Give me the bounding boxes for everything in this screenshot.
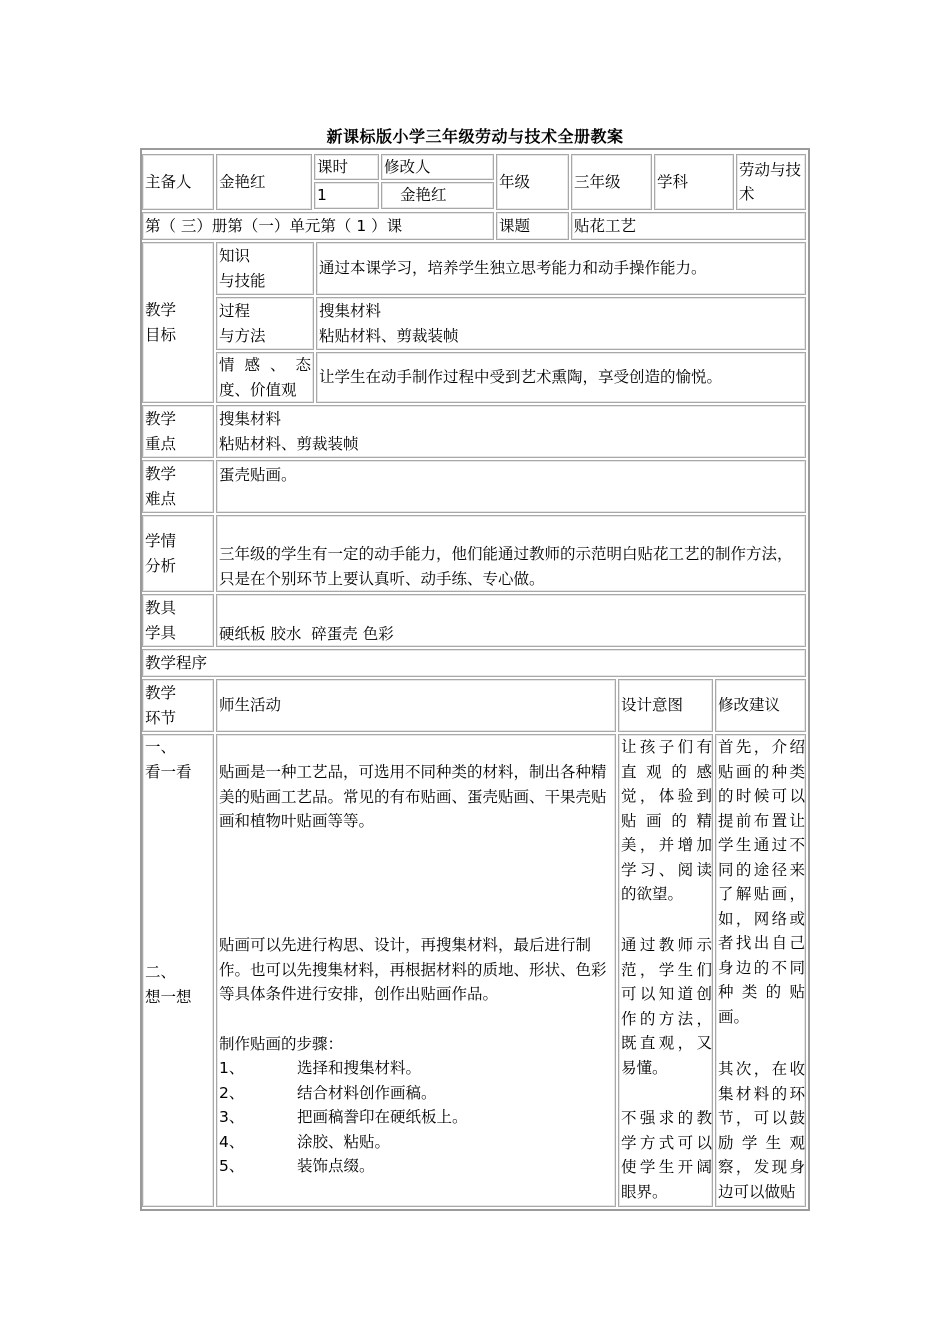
analysis-text: 三年级的学生有一定的动手能力，他们能通过教师的示范明白贴花工艺的制作方法，只是在个别环节上要认真听、动手练、专心做。 [216, 515, 806, 592]
step-text: 装饰点缀。 [297, 1157, 375, 1175]
key-points-label: 教学 重点 [142, 405, 214, 458]
advice-column [715, 734, 806, 1207]
activity-column [216, 734, 616, 1207]
stage-column [142, 734, 214, 1207]
preparer-value: 金艳红 [216, 154, 312, 210]
stage-2-label: 二、 想一想 [145, 963, 192, 1006]
intent-3-text: 不强求的教学方式可以使学生开阔眼界。 [621, 1109, 712, 1201]
subject-label: 学科 [654, 154, 734, 210]
advice-2-text: 其次，在收集材料的环节，可以鼓励学生观察，发现身边可以做贴 [718, 1060, 805, 1201]
step-number: 5、 [219, 1157, 245, 1175]
intent-column [618, 734, 713, 1207]
procedure-label: 教学程序 [142, 649, 806, 677]
grade-label: 年级 [496, 154, 569, 210]
activity-2-text: 贴画可以先进行构思、设计，再搜集材料，最后进行制作。也可以先搜集材料，再根据材料的质地、形状、色彩等具体条件进行安排，创作出贴画作品。 [219, 936, 607, 1003]
emotion-values-label: 情 感 、 态度、价值观 [216, 352, 314, 403]
step-item [219, 1081, 615, 1106]
col-advice-header: 修改建议 [715, 679, 806, 732]
difficulty-label: 教学 难点 [142, 460, 214, 513]
knowledge-skills-label: 知识 与技能 [216, 242, 314, 295]
tools-label: 教具 学具 [142, 594, 214, 647]
topic-label: 课题 [496, 212, 569, 240]
step-item [219, 1130, 615, 1155]
hours-label: 课时 [314, 154, 379, 180]
emotion-values-text: 让学生在动手制作过程中受到艺术熏陶，享受创造的愉悦。 [316, 352, 806, 403]
volume-unit-lesson: 第（ 三）册第（一）单元第（ 1 ）课 [142, 212, 494, 240]
step-number: 3、 [219, 1108, 245, 1126]
preparer-label: 主备人 [142, 154, 214, 210]
tools-text: 硬纸板 胶水 碎蛋壳 色彩 [216, 594, 806, 647]
step-text: 结合材料创作画稿。 [297, 1083, 437, 1102]
grade-value: 三年级 [571, 154, 652, 210]
step-number: 2、 [219, 1083, 245, 1102]
col-intent-header: 设计意图 [618, 679, 713, 732]
step-number: 4、 [219, 1132, 245, 1151]
advice-1-text: 首先，介绍贴画的种类的时候可以提前布置让学生通过不同的途径来了解贴画，如，网络或者找出自己身边的不同种类的贴画。 [718, 738, 805, 1026]
steps-title: 制作贴画的步骤： [219, 1035, 344, 1053]
reviser-label: 修改人 [381, 154, 494, 180]
document-title: 新课标版小学三年级劳动与技术全册教案 [326, 127, 624, 146]
step-text: 选择和搜集材料。 [297, 1059, 422, 1077]
hours-value: 1 [314, 182, 379, 209]
objectives-label: 教学 目标 [142, 242, 214, 403]
activity-1-text: 贴画是一种工艺品，可选用不同种类的材料，制出各种精美的贴画工艺品。常见的有布贴画、蛋壳贴画、干果壳贴画和植物叶贴画等等。 [219, 763, 607, 830]
intent-2-text: 通过教师示范，学生们可以知道创作的方法，既直观，又易懂。 [621, 936, 712, 1077]
lesson-plan-table [140, 148, 810, 1211]
process-methods-label: 过程 与方法 [216, 297, 314, 350]
process-methods-text: 搜集材料 粘贴材料、剪裁装帧 [316, 297, 806, 350]
col-stage-header: 教学 环节 [142, 679, 214, 732]
step-text: 涂胶、粘贴。 [297, 1132, 391, 1151]
topic-value: 贴花工艺 [571, 212, 806, 240]
step-item [219, 1105, 615, 1130]
knowledge-skills-text: 通过本课学习，培养学生独立思考能力和动手操作能力。 [316, 242, 806, 295]
step-item [219, 1154, 615, 1179]
reviser-value: 金艳红 [381, 182, 494, 209]
subject-value: 劳动与技术 [736, 154, 806, 210]
col-activity-header: 师生活动 [216, 679, 616, 732]
analysis-label: 学情 分析 [142, 515, 214, 592]
step-item [219, 1056, 615, 1081]
stage-1-label: 一、 看一看 [145, 738, 192, 781]
key-points-text: 搜集材料 粘贴材料、剪裁装帧 [216, 405, 806, 458]
intent-1-text: 让孩子们有直观的感觉，体验到贴画的精美，并增加学习、阅读的欲望。 [621, 738, 712, 903]
step-text: 把画稿誊印在硬纸板上。 [297, 1108, 468, 1126]
step-number: 1、 [219, 1059, 245, 1077]
difficulty-text: 蛋壳贴画。 [216, 460, 806, 513]
steps-list [219, 1056, 615, 1179]
